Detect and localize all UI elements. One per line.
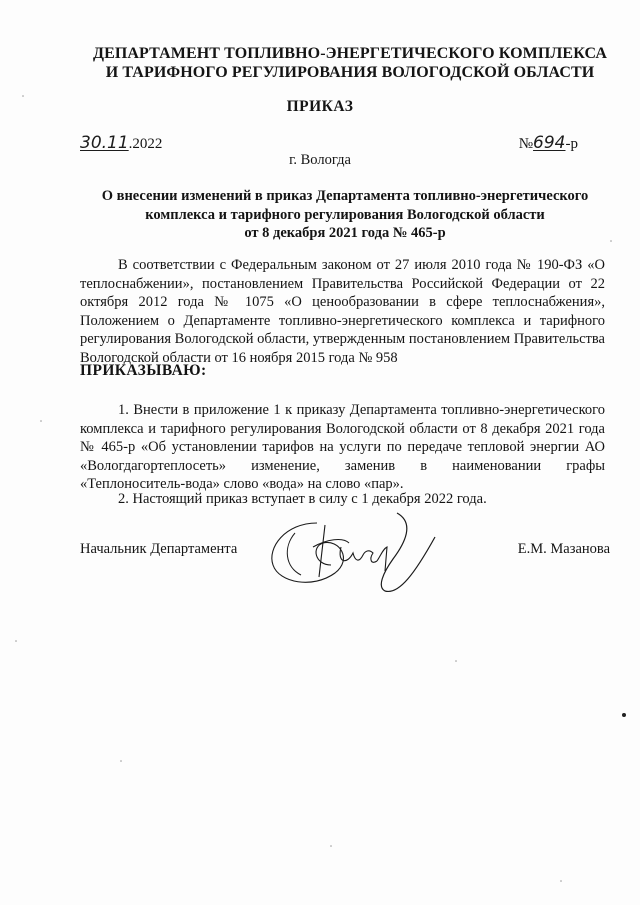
order-subject — [80, 187, 610, 243]
subject-line-1: О внесении изменений в приказ Департамента топливно-энергетического — [101, 188, 589, 204]
scan-speck — [330, 845, 332, 847]
date-handwritten: 30.11 — [80, 133, 129, 153]
subject-line-3: от 8 декабря 2021 года № 465-р — [244, 225, 446, 241]
number-prefix: № — [518, 136, 534, 152]
department-header — [60, 44, 640, 82]
subject-line-2: комплекса и тарифного регулирования Вологодской области — [145, 206, 545, 223]
scan-speck — [15, 640, 17, 642]
header-line-1: ДЕПАРТАМЕНТ ТОПЛИВНО-ЭНЕРГЕТИЧЕСКОГО КОМПЛЕКСА — [92, 45, 608, 62]
scan-speck — [22, 95, 24, 97]
preamble-paragraph: В соответствии с Федеральным законом от 27 июля 2010 года № 190-ФЗ «О теплоснабжении», постановлением Правительства Российской Федерации от 22 октября 2012 года № 1075 «О ценообразовании в сфере теплоснабжения», Положением о Департаменте топливно-энергетического комплекса и тарифного регулирования Вологодской области, утвержденным постановлением Правительства Вологодской области от 16 ноября 2015 года № 958 — [80, 257, 605, 366]
order-date — [80, 133, 162, 153]
scan-speck — [120, 760, 122, 762]
order-word: ПРИКАЗЫВАЮ: — [80, 362, 207, 379]
number-handwritten: 694 — [533, 133, 566, 153]
handwritten-signature — [265, 503, 440, 598]
order-item-1: 1. Внести в приложение 1 к приказу Департамента топливно-энергетического комплекса и тарифного регулирования Вологодской области от 8 декабря 2021 года № 465-р «Об установлении тарифов на услуги по передаче тепловой энергии АО «Вологдагортеплосеть» изменение, заменив в наименовании графы «Теплоноситель-вода» слово «вода» на слово «пар». — [80, 402, 605, 492]
date-printed: .2022 — [128, 136, 163, 152]
order-item-2: 2. Настоящий приказ вступает в силу с 1 декабря 2022 года. — [118, 491, 487, 507]
header-line-2: И ТАРИФНОГО РЕГУЛИРОВАНИЯ ВОЛОГОДСКОЙ ОБЛАСТИ — [105, 64, 595, 81]
scan-speck — [40, 420, 42, 422]
number-suffix: -р — [565, 136, 578, 152]
signatory-name: Е.М. Мазанова — [517, 541, 610, 557]
order-title: ПРИКАЗ — [286, 98, 354, 115]
order-number — [519, 133, 578, 153]
scan-dot — [622, 713, 626, 717]
signatory-position: Начальник Департамента — [80, 541, 238, 557]
scan-speck — [610, 240, 612, 242]
scan-speck — [560, 880, 562, 882]
city: г. Вологда — [289, 152, 351, 168]
scan-speck — [455, 660, 457, 662]
